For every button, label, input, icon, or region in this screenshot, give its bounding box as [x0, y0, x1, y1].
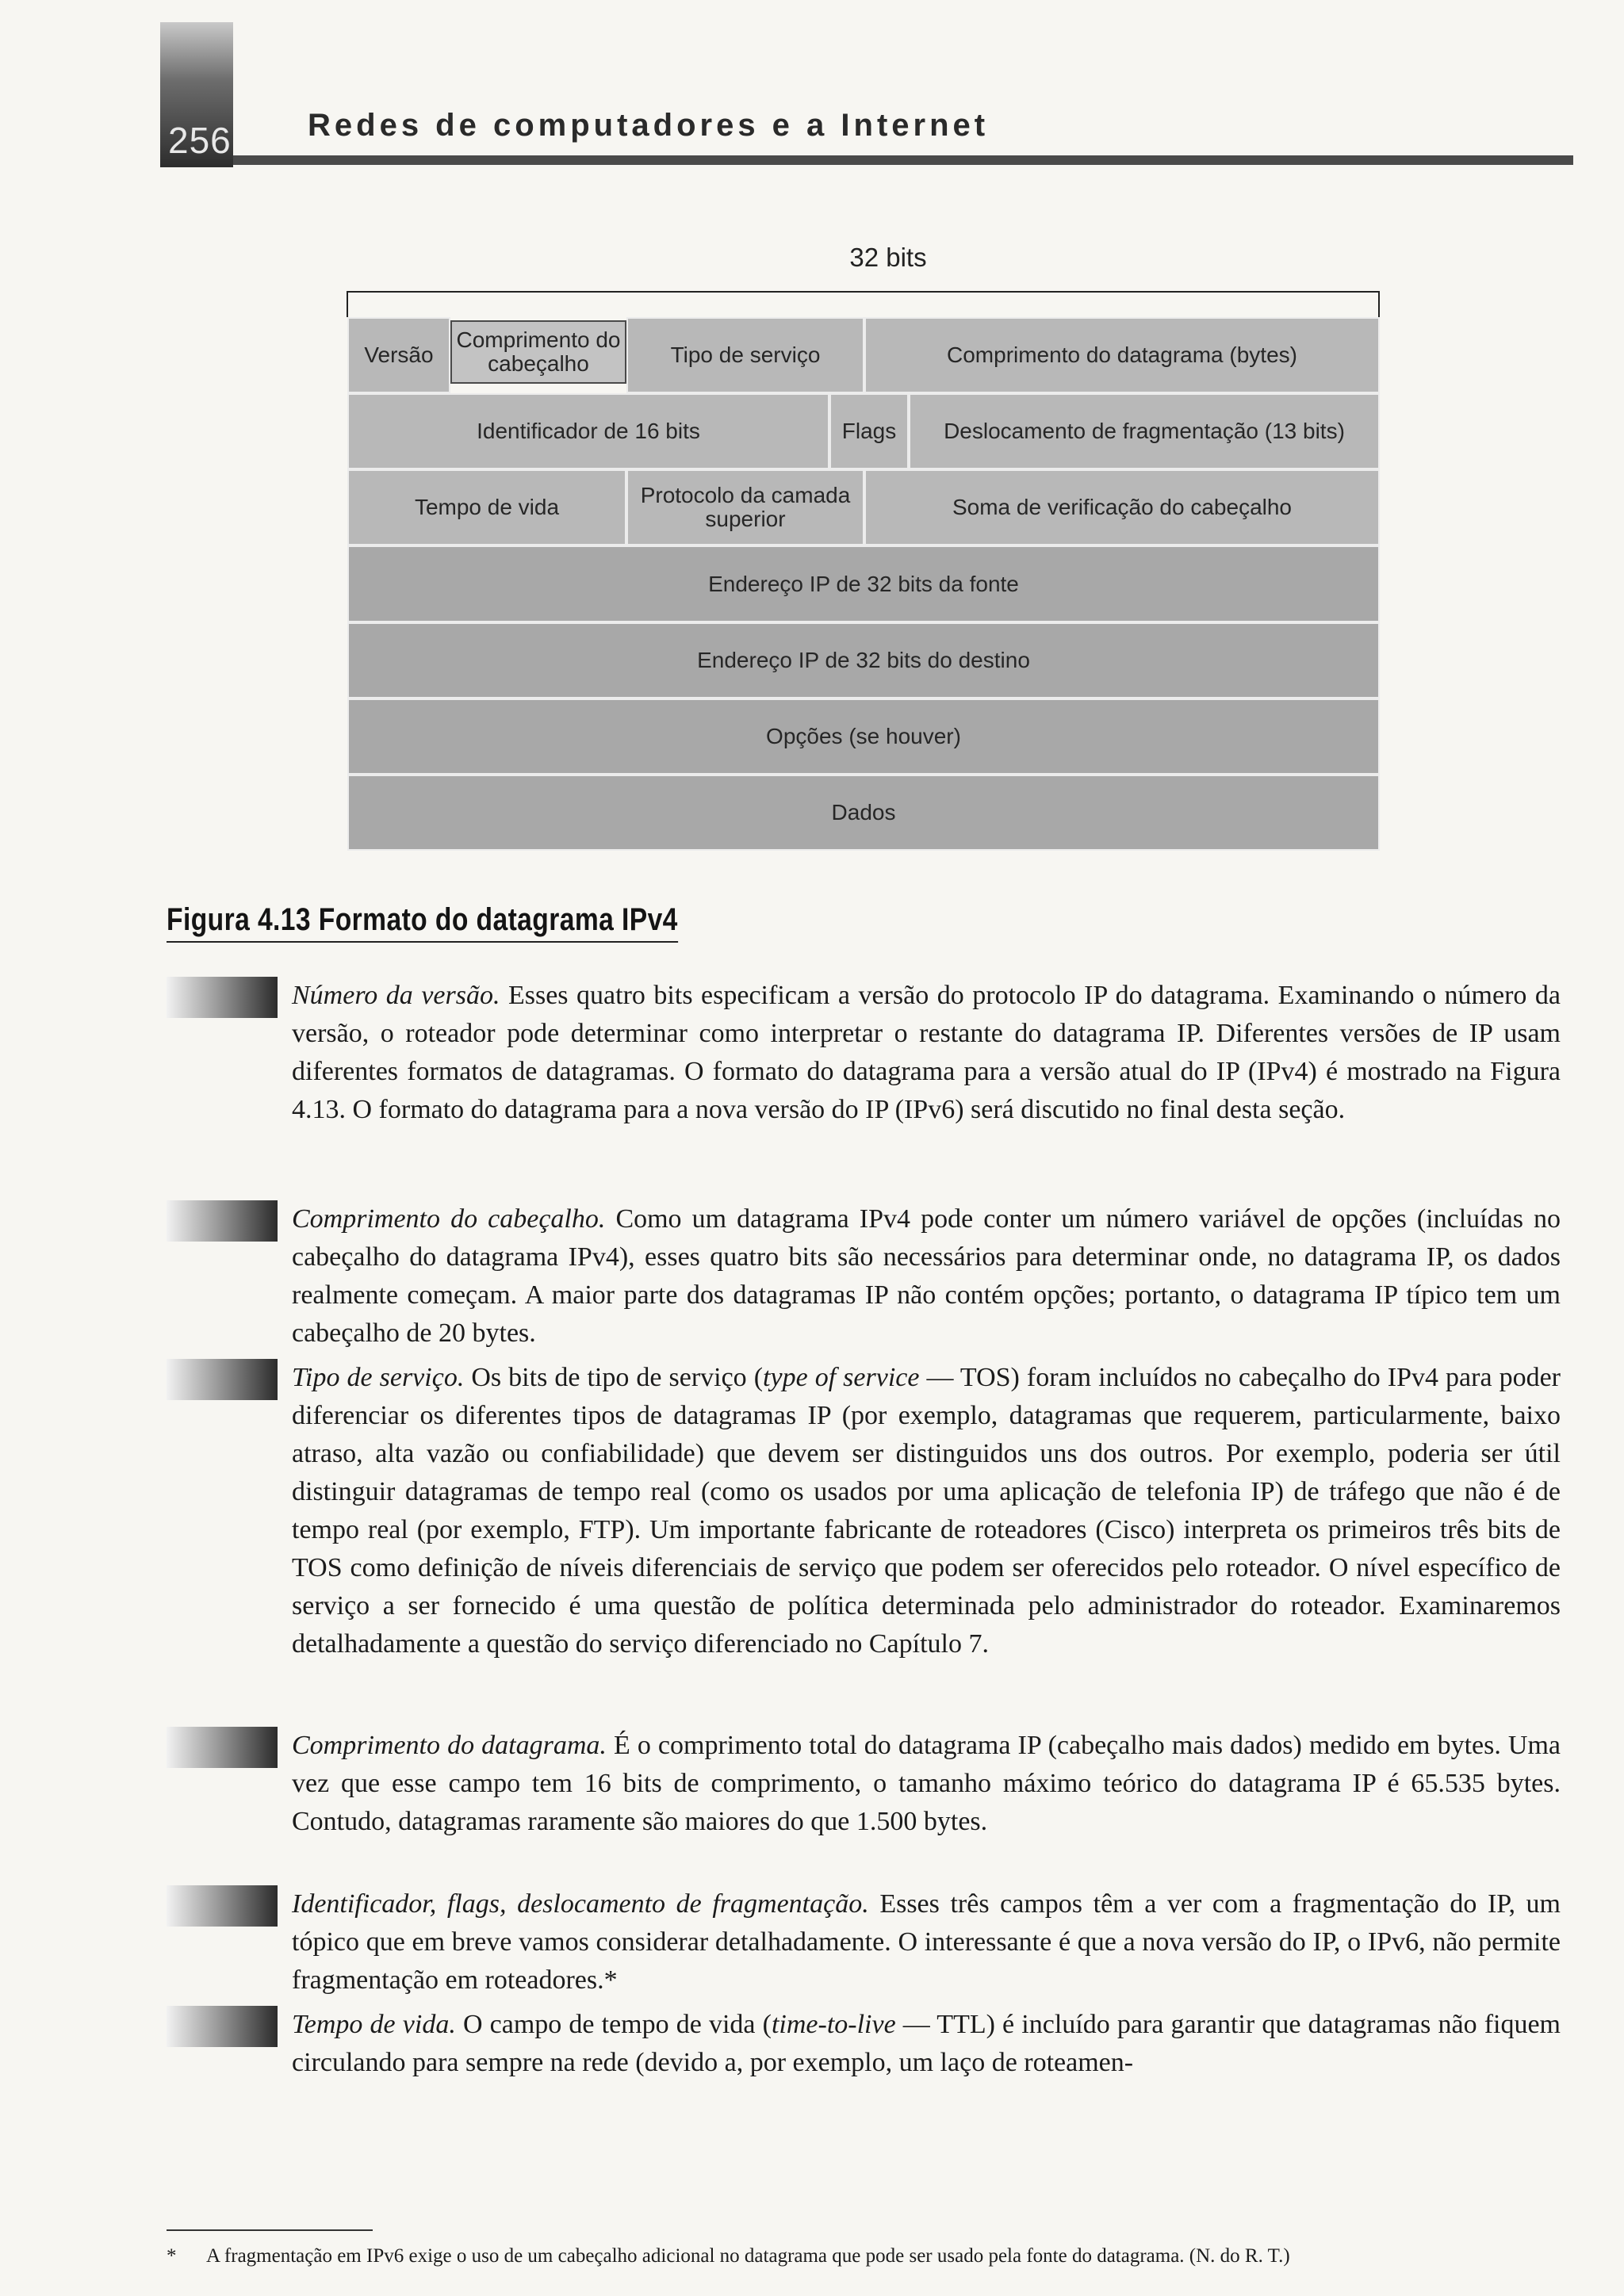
item-term: Comprimento do cabeçalho. [292, 1204, 606, 1234]
footnote-text: A fragmentação em IPv6 exige o uso de um cabeçalho adicional no datagrama que pode ser usado pela fonte do datagrama. (N. do R. T.) [206, 2245, 1290, 2267]
footnote-rule [167, 2229, 373, 2231]
item-term: Tipo de serviço. [292, 1363, 465, 1392]
bits-width-label: 32 bits [849, 243, 927, 272]
header-rule [233, 155, 1573, 165]
field-identifier: Identificador de 16 bits [347, 393, 829, 469]
footnote [167, 2244, 1570, 2269]
item-text: É o comprimento total do datagrama IP (cabeçalho mais dados) medido em bytes. Uma vez que esse campo tem 16 bits de comprimento, o tamanho máximo teórico do datagrama IP é 65.535 bytes. Contudo, datagramas raramente são maiores do que 1.500 bytes. [292, 1731, 1561, 1836]
item-emphasis: type of service [763, 1363, 920, 1392]
item-version [292, 977, 1561, 1129]
item-header-length [292, 1200, 1561, 1353]
field-data: Dados [347, 775, 1380, 851]
item-marker [167, 1200, 278, 1242]
item-term: Número da versão. [292, 981, 500, 1010]
field-version: Versão [347, 317, 450, 393]
item-text: — TOS) foram incluídos no cabeçalho do IPv4 para poder diferenciar os diferentes tipos de datagramas IP (por exemplo, datagramas que requerem, particularmente, baixo atraso, alta vazão ou confiabilidade) que devem ser distinguidos uns dos outros. Por exemplo, poderia ser útil distinguir datagramas de tempo real (como os usados por uma aplicação de telefonia IP) de tráfego que não é de tempo real (por exemplo, FTP). Um importante fabricante de roteadores (Cisco) interpreta os primeiros três bits de TOS como definição de níveis diferenciais de serviço que podem ser oferecidos pelo roteador. O nível específico de serviço a ser fornecido é uma questão de política determinada pelo administrador do roteador. Examinaremos detalhadamente a questão do serviço diferenciado no Capítulo 7. [292, 1363, 1561, 1659]
item-term: Tempo de vida. [292, 2010, 456, 2039]
field-ttl: Tempo de vida [347, 469, 626, 545]
width-bracket [347, 290, 1381, 319]
item-fragmentation-fields [292, 1885, 1561, 1999]
item-ttl [292, 2006, 1561, 2082]
item-service-type [292, 1359, 1561, 1663]
field-upper-protocol: Protocolo da camada superior [626, 469, 864, 545]
item-emphasis: time-to-live [771, 2010, 896, 2039]
item-text: Esses três campos têm a ver com a fragmentação do IP, um tópico que em breve vamos considerar detalhadamente. O interessante é que a nova versão do IP, o IPv6, não permite fragmentação em roteadores.* [292, 1889, 1561, 1995]
field-options: Opções (se houver) [347, 698, 1380, 775]
item-text: O campo de tempo de vida ( [462, 2010, 772, 2039]
item-marker [167, 1885, 278, 1927]
page-number-block [160, 22, 233, 167]
item-datagram-length [292, 1727, 1561, 1841]
item-text: Esses quatro bits especificam a versão do protocolo IP do datagrama. Examinando o número da versão, o roteador pode determinar como interpretar o restante do datagrama IP. Diferentes versões de IP usam diferentes formatos de datagramas. O formato do datagrama para a versão atual do IP (IPv4) é mostrado na Figura 4.13. O formato do datagrama para a nova versão do IP (IPv6) será discutido no final desta seção. [292, 981, 1561, 1124]
field-service-type: Tipo de serviço [626, 317, 864, 393]
page-number: 256 [168, 120, 232, 161]
field-flags: Flags [829, 393, 909, 469]
field-checksum: Soma de verificação do cabeçalho [864, 469, 1380, 545]
item-term: Identificador, flags, deslocamento de fragmentação. [292, 1889, 869, 1919]
item-marker [167, 1359, 278, 1400]
item-marker [167, 2006, 278, 2047]
item-text: Os bits de tipo de serviço ( [471, 1363, 764, 1392]
item-marker [167, 977, 278, 1018]
field-datagram-length: Comprimento do datagrama (bytes) [864, 317, 1380, 393]
item-text: — TTL) é incluído para garantir que datagramas não fiquem circulando para sempre na rede (devido a, por exemplo, um laço de roteamen- [292, 2010, 1561, 2077]
footnote-marker: * [167, 2245, 177, 2267]
ipv4-datagram-diagram [347, 317, 1380, 851]
item-term: Comprimento do datagrama. [292, 1731, 607, 1760]
running-title: Redes de computadores e a Internet [308, 108, 990, 143]
field-header-length: Comprimento do cabeçalho [450, 320, 626, 384]
item-text: Como um datagrama IPv4 pode conter um número variável de opções (incluídas no cabeçalho do datagrama IPv4), esses quatro bits são necessários para determinar onde, no datagrama IP, os dados realmente começam. A maior parte dos datagramas IP não contém opções; portanto, o datagrama IP típico tem um cabeçalho de 20 bytes. [292, 1204, 1561, 1348]
figure-caption: Figura 4.13 Formato do datagrama IPv4 [167, 902, 678, 943]
item-marker [167, 1727, 278, 1768]
field-fragment-offset: Deslocamento de fragmentação (13 bits) [909, 393, 1380, 469]
field-dest-address: Endereço IP de 32 bits do destino [347, 622, 1380, 698]
field-source-address: Endereço IP de 32 bits da fonte [347, 545, 1380, 622]
